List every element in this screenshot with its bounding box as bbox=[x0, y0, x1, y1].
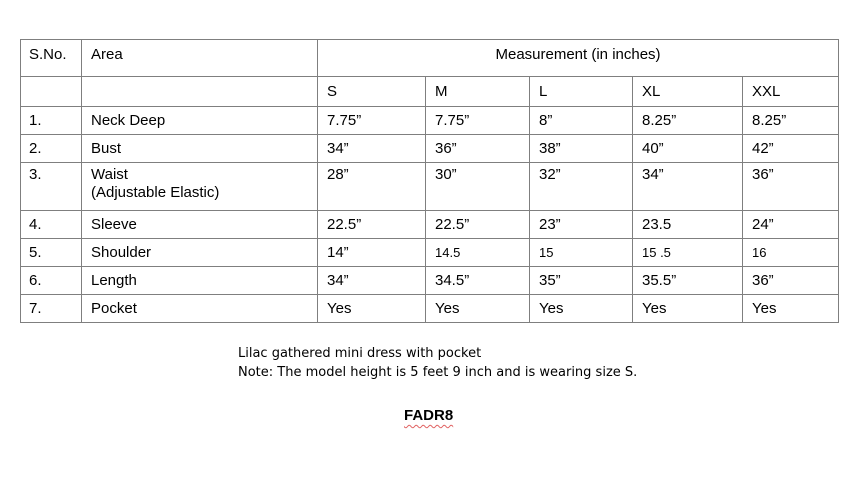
table-header-row bbox=[21, 40, 839, 77]
size-label-s: S bbox=[318, 77, 426, 107]
cell-value: 22.5” bbox=[426, 211, 530, 239]
model-note: Note: The model height is 5 feet 9 inch and is wearing size S. bbox=[238, 365, 638, 380]
cell-value: 38” bbox=[530, 135, 633, 163]
cell-value: 15 bbox=[530, 239, 633, 267]
cell-value: 14” bbox=[318, 239, 426, 267]
cell-value: 35” bbox=[530, 267, 633, 295]
row-number: 1. bbox=[21, 107, 82, 135]
row-area: Neck Deep bbox=[82, 107, 318, 135]
header-area: Area bbox=[82, 40, 318, 77]
row-number: 3. bbox=[21, 163, 82, 211]
row-area: Pocket bbox=[82, 295, 318, 323]
size-header-row bbox=[21, 77, 839, 107]
cell-value: 8” bbox=[530, 107, 633, 135]
table-row bbox=[21, 239, 839, 267]
cell-value: 8.25” bbox=[633, 107, 743, 135]
product-description: Lilac gathered mini dress with pocket bbox=[238, 346, 482, 361]
table-row bbox=[21, 107, 839, 135]
size-label-l: L bbox=[530, 77, 633, 107]
cell-value: 34.5” bbox=[426, 267, 530, 295]
cell-value: Yes bbox=[530, 295, 633, 323]
row-area: Shoulder bbox=[82, 239, 318, 267]
row-number: 6. bbox=[21, 267, 82, 295]
size-chart-table bbox=[20, 39, 839, 323]
size-label-xl: XL bbox=[633, 77, 743, 107]
row-area: Bust bbox=[82, 135, 318, 163]
cell-value: 35.5” bbox=[633, 267, 743, 295]
size-header-blank bbox=[21, 77, 82, 107]
cell-value: 30” bbox=[426, 163, 530, 211]
cell-value: Yes bbox=[318, 295, 426, 323]
row-area: Sleeve bbox=[82, 211, 318, 239]
cell-value: 7.75” bbox=[426, 107, 530, 135]
cell-value: 42” bbox=[743, 135, 839, 163]
row-area: Length bbox=[82, 267, 318, 295]
row-area-main: Waist bbox=[91, 166, 128, 183]
row-number: 7. bbox=[21, 295, 82, 323]
size-label-m: M bbox=[426, 77, 530, 107]
table-row bbox=[21, 163, 839, 211]
cell-value: 28” bbox=[318, 163, 426, 211]
table-row bbox=[21, 135, 839, 163]
cell-value: 7.75” bbox=[318, 107, 426, 135]
cell-value: 8.25” bbox=[743, 107, 839, 135]
cell-value: 34” bbox=[318, 135, 426, 163]
header-measurement: Measurement (in inches) bbox=[318, 40, 839, 77]
cell-value: 15 .5 bbox=[633, 239, 743, 267]
cell-value: Yes bbox=[633, 295, 743, 323]
cell-value: 36” bbox=[743, 163, 839, 211]
cell-value: 14.5 bbox=[426, 239, 530, 267]
header-sno: S.No. bbox=[21, 40, 82, 77]
cell-value: 34” bbox=[633, 163, 743, 211]
row-number: 2. bbox=[21, 135, 82, 163]
cell-value: Yes bbox=[743, 295, 839, 323]
size-label-xxl: XXL bbox=[743, 77, 839, 107]
row-area-sub: (Adjustable Elastic) bbox=[91, 184, 220, 201]
row-area bbox=[82, 163, 318, 211]
cell-value: 34” bbox=[318, 267, 426, 295]
cell-value: 36” bbox=[743, 267, 839, 295]
cell-value: 23” bbox=[530, 211, 633, 239]
cell-value: 23.5 bbox=[633, 211, 743, 239]
cell-value: 22.5” bbox=[318, 211, 426, 239]
row-number: 4. bbox=[21, 211, 82, 239]
size-header-blank bbox=[82, 77, 318, 107]
table-row bbox=[21, 295, 839, 323]
cell-value: 40” bbox=[633, 135, 743, 163]
cell-value: 36” bbox=[426, 135, 530, 163]
cell-value: 24” bbox=[743, 211, 839, 239]
cell-value: 32” bbox=[530, 163, 633, 211]
row-number: 5. bbox=[21, 239, 82, 267]
table-row bbox=[21, 211, 839, 239]
product-code: FADR8 bbox=[404, 407, 454, 424]
cell-value: Yes bbox=[426, 295, 530, 323]
cell-value: 16 bbox=[743, 239, 839, 267]
product-notes bbox=[238, 344, 637, 382]
table-row bbox=[21, 267, 839, 295]
